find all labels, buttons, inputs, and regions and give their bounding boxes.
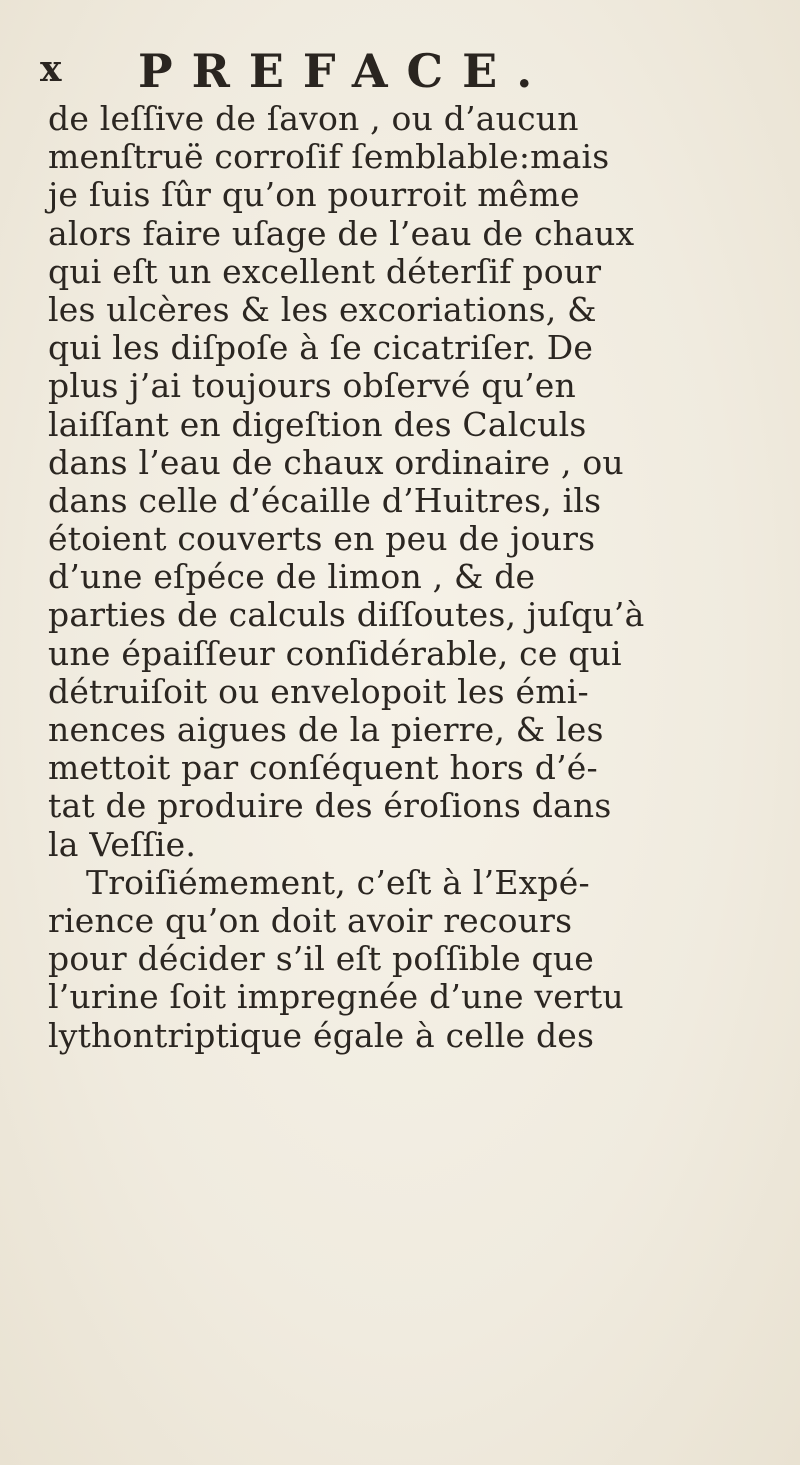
text-line: lythontriptique égale à celle des	[48, 1015, 595, 1055]
text-line: d’une eſpéce de limon , & de	[48, 557, 536, 597]
running-head: PREFACE.	[138, 44, 552, 98]
text-line: alors faire uſage de l’eau de chaux	[48, 213, 635, 253]
text-line: menſtruë corroſif ſemblable:mais	[48, 137, 610, 177]
text-line: mettoit par conſéquent hors d’é-	[48, 748, 598, 788]
text-line: laiſſant en digeſtion des Calculs	[48, 404, 587, 444]
text-line: plus j’ai toujours obſervé qu’en	[48, 366, 576, 406]
text-line: parties de calculs diſſoutes, juſqu’à	[48, 595, 645, 635]
text-line: détruiſoit ou envelopoit les émi-	[48, 671, 589, 711]
text-line: qui eſt un excellent déterſif pour	[48, 251, 602, 291]
paragraph-start-line: Troiſiémement, c’eſt à l’Expé-	[86, 862, 590, 902]
text-line: dans celle d’écaille d’Huitres, ils	[48, 480, 602, 520]
text-line: étoient couverts en peu de jours	[48, 519, 596, 559]
text-line: dans l’eau de chaux ordinaire , ou	[48, 442, 624, 482]
text-line: je ſuis ſûr qu’on pourroit même	[48, 175, 580, 215]
text-line: la Veſſie.	[48, 824, 197, 864]
folio-number: x	[40, 48, 62, 90]
page-header	[40, 40, 760, 100]
text-line: nences aigues de la pierre, & les	[48, 710, 604, 749]
text-line: de leſſive de ſavon , ou d’aucun	[48, 99, 579, 138]
text-line: tat de produire des éroſions dans	[48, 786, 612, 826]
text-line: une épaiſſeur conſidérable, ce qui	[48, 633, 622, 673]
text-line: pour décider s’il eſt poſſible que	[48, 939, 595, 979]
text-line: qui les diſpoſe à ſe cicatriſer. De	[48, 328, 594, 368]
text-line: l’urine ſoit impregnée d’une vertu	[48, 977, 624, 1017]
text-line: rience qu’on doit avoir recours	[48, 900, 573, 940]
body-text	[48, 100, 788, 1055]
text-line: les ulcères & les excoriations, &	[48, 289, 597, 329]
